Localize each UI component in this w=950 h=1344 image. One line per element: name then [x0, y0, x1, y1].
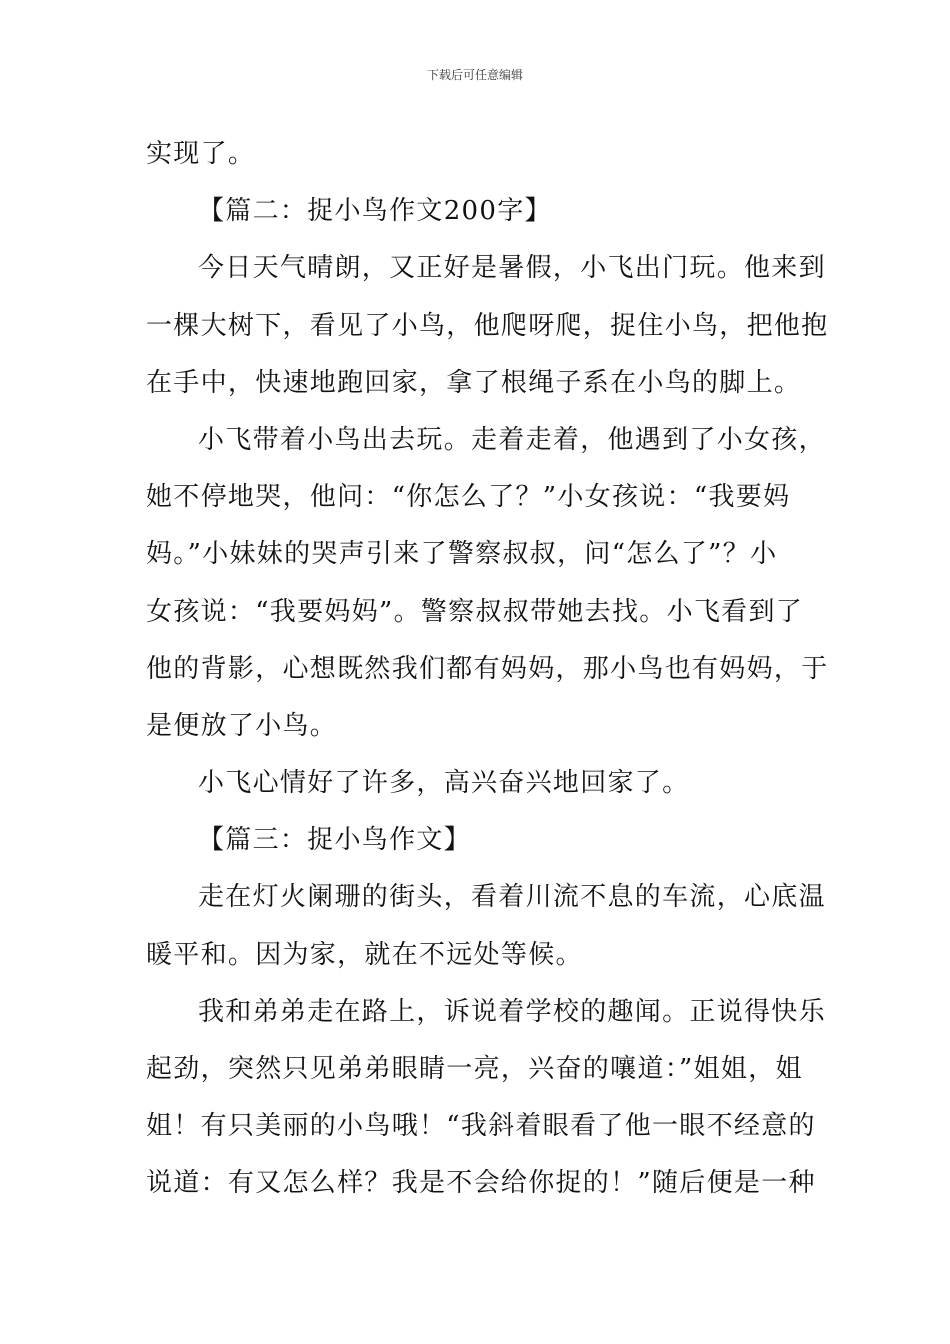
text-line: 我和弟弟走在路上，诉说着学校的趣闻。正说得快乐 — [198, 996, 826, 1027]
text-line: 【篇三：捉小鸟作文】 — [198, 825, 472, 856]
text-line: 暖平和。因为家，就在不远处等候。 — [146, 939, 583, 970]
text-line: 妈。”小妹妹的哭声引来了警察叔叔，问“怎么了”？小 — [146, 539, 778, 570]
text-line: 【篇二：捉小鸟作文200字】 — [198, 196, 552, 227]
text-line: 姐！有只美丽的小鸟哦！“我斜着眼看了他一眼不经意的 — [146, 1111, 816, 1142]
text-line: 走在灯火阑珊的街头，看着川流不息的车流，心底温 — [198, 882, 826, 913]
text-line: 在手中，快速地跑回家，拿了根绳子系在小鸟的脚上。 — [146, 367, 802, 398]
text-line: 实现了。 — [146, 139, 256, 169]
text-line: 女孩说：“我要妈妈”。警察叔叔带她去找。小飞看到了 — [146, 596, 804, 627]
text-line: 说道：有又怎么样？我是不会给你捉的！”随后便是一种 — [146, 1168, 816, 1199]
text-line: 小飞带着小鸟出去玩。走着走着，他遇到了小女孩， — [198, 424, 826, 455]
text-line: 今日天气晴朗，又正好是暑假，小飞出门玩。他来到 — [198, 253, 826, 284]
text-line: 她不停地哭，他问：“你怎么了？”小女孩说：“我要妈 — [146, 482, 791, 513]
text-line: 是便放了小鸟。 — [146, 710, 338, 741]
page-header: 下载后可任意编辑 — [426, 68, 523, 82]
text-line: 一棵大树下，看见了小鸟，他爬呀爬，捉住小鸟，把他抱 — [146, 310, 829, 341]
document-body — [146, 126, 829, 1213]
text-line: 小飞心情好了许多，高兴奋兴地回家了。 — [198, 768, 690, 799]
text-line: 起劲，突然只见弟弟眼睛一亮，兴奋的嚷道：”姐姐，姐 — [146, 1054, 803, 1084]
text-line: 他的背影，心想既然我们都有妈妈，那小鸟也有妈妈，于 — [146, 653, 829, 684]
